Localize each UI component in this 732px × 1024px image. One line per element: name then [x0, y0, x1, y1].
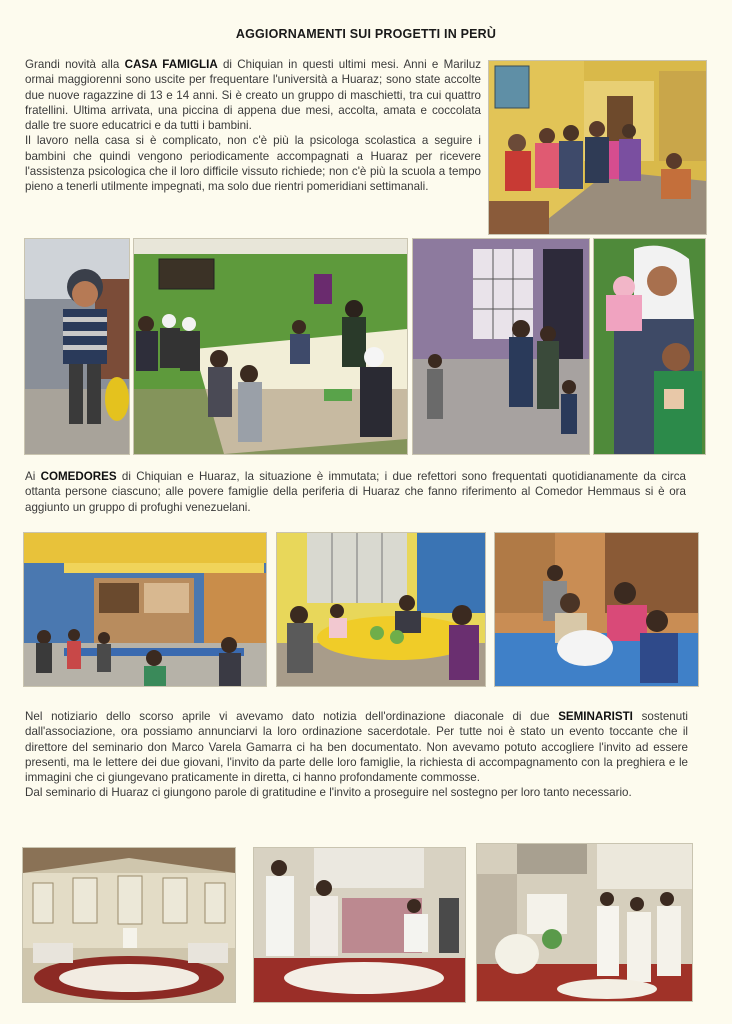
seminaristi-paragraph-2: Dal seminario di Huaraz ci giungono parole di gratitudine e l'invito a proseguire nel sostegno per loro tanto necessario. — [25, 786, 632, 800]
photo-comedor-yellow-table — [276, 532, 486, 687]
photo-nun-with-baby — [593, 238, 706, 455]
seminaristi-paragraph-1: Nel notiziario dello scorso aprile vi avevamo dato notizia dell'ordinazione diaconale di due SEMINARISTI sostenuti dall'associazione, ora possiamo annunciarvi la loro ordinazione sacerdotale. Per tutte noi è stato un evento toccante che il direttore del seminario don Marco Varela Gamarra ci ha ben documentato. Non avevamo potuto accogliere l'invito ad essere presenti, ma le lettere dei due giovani, l'invito da parte delle loro famiglie, la richiesta di accompagnamento con la preghiera e le immagini che ci giungevano praticamente in diretta, ci hanno profondamente commosse. — [25, 710, 688, 785]
photo-ordination-ceremony — [253, 847, 466, 1003]
seminaristi-text — [25, 709, 688, 801]
page-title: AGGIORNAMENTI SUI PROGETTI IN PERÙ — [235, 27, 497, 41]
casa-famiglia-heading: CASA FAMIGLIA — [124, 58, 218, 71]
casa-paragraph-1: Grandi novità alla CASA FAMIGLIA di Chiquian in questi ultimi mesi. Anni e Mariluz ormai maggiorenni sono uscite per frequentare l'università a Huaraz; sono state accolte due nuove ragazzine di 13 e 14 anni. Si è creato un gruppo di maschietti, tra cui quattro fratellini. Ultima arrivata, una piccina di appena due mesi, accolta, amata e coccolata dalle tre suore educatrici e da tutti i bambini. — [25, 58, 481, 133]
photo-child-striped-sweater — [24, 238, 130, 455]
photo-dining-hall-green — [133, 238, 408, 455]
comedores-heading: COMEDORES — [40, 470, 117, 483]
photo-women-corridor — [488, 60, 707, 235]
photo-comedor-blue-room — [23, 532, 267, 687]
seminaristi-heading: SEMINARISTI — [558, 710, 633, 723]
photo-chapel-interior — [22, 847, 236, 1003]
photo-comedor-family-blue-table — [494, 532, 699, 687]
casa-paragraph-2: Il lavoro nella casa si è complicato, non c'è più la psicologa scolastica a seguire i bambini che quindi vengono periodicamente accompagnati a Huaraz per ricevere l'assistenza psicologica che il loro difficile vissuto richiede; non c'è più la scuola a tempo pieno a tenerli utilmente impegnati, ma solo due rientri pomeridiani settimanali. — [25, 134, 481, 194]
comedores-text: Ai COMEDORES di Chiquian e Huaraz, la situazione è immutata; i due refettori sono frequentati quotidianamente da circa ottanta persone ciascuno; alle povere famiglie della periferia di Huaraz che fanno riferimento al Comedor Hemmaus si è ora aggiunto un gruppo di profughi venezuelani. — [25, 470, 687, 514]
photo-altar-priests — [476, 843, 693, 1002]
casa-famiglia-text — [25, 57, 481, 195]
photo-children-hallway — [412, 238, 590, 455]
